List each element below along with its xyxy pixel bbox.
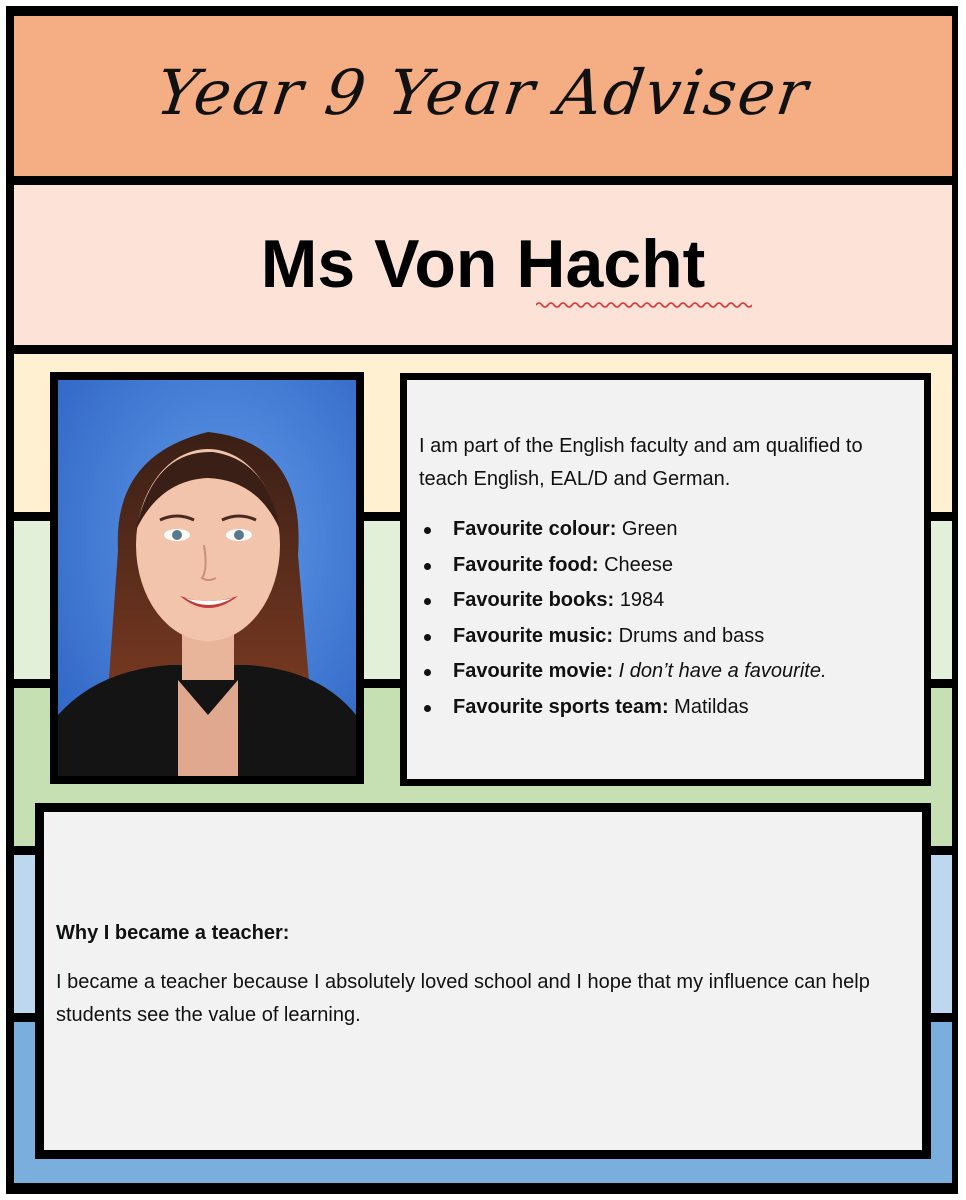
- list-item: Favourite books: 1984: [419, 583, 910, 619]
- spellcheck-underline: [536, 301, 752, 309]
- about-intro: I am part of the English faculty and am qualified to teach English, EAL/D and German.: [419, 435, 863, 490]
- about-panel: [400, 373, 931, 786]
- portrait-photo-icon: [58, 380, 356, 776]
- why-title: Why I became a teacher:: [56, 922, 290, 944]
- list-item: Favourite food: Cheese: [419, 548, 910, 584]
- favourites-list: [419, 512, 910, 725]
- why-teacher-panel: [35, 803, 931, 1159]
- poster-title: Year 9 Year Adviser: [152, 56, 814, 129]
- teacher-name: Ms Von Hacht: [260, 226, 706, 302]
- title-band: [14, 16, 952, 176]
- why-text: I became a teacher because I absolutely loved school and I hope that my influence can help students see the value of learning.: [56, 971, 870, 1026]
- name-band: [14, 185, 952, 345]
- list-item: Favourite colour: Green: [419, 512, 910, 548]
- list-item: Favourite movie: I don’t have a favourite.: [419, 654, 910, 690]
- list-item: Favourite music: Drums and bass: [419, 619, 910, 655]
- list-item: Favourite sports team: Matildas: [419, 690, 910, 726]
- teacher-photo: [50, 372, 364, 784]
